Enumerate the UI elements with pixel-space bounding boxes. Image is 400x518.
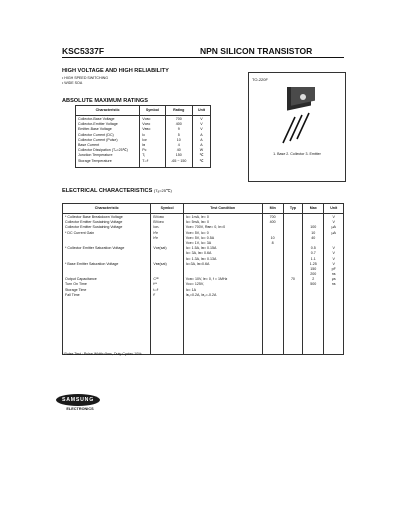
col-symbol: Symbol xyxy=(151,204,183,214)
col-unit: Unit xyxy=(192,106,210,116)
elec-title-condition: (Tₐ=25℃) xyxy=(153,188,172,193)
typ-cell: 70 xyxy=(283,214,302,355)
col-typ: Typ xyxy=(283,204,302,214)
symbol-cell: BVᴄʙᴏ BVᴄᴇᴏ Iᴄᴇₛ hᶠᴇ hᶠᴇ Vᴄᴇ(sat) Vʙᴇ(sat) Cᵒᵇ tᵒⁿ tₛₜᵍ tᶠ xyxy=(151,214,183,355)
part-number: KSC5337F xyxy=(62,46,105,56)
col-test-condition: Test Condition xyxy=(183,204,262,214)
col-max: Max xyxy=(303,204,324,214)
feature-item: • HIGH SPEED SWITCHING xyxy=(62,76,108,80)
unit-cell: V V V A A A W ℃ ℃ xyxy=(192,116,210,168)
elec-table xyxy=(62,203,344,355)
test-condition-cell: Iᴄ= 1mA, Iᴇ= 0 Iᴄ= 5mA, Iʙ= 0 Vᴄᴇ= 700V, Rʙᴇ= 0, Iᴇ=0 Vᴄᴇ= 5V, Iᴄ= 0 Vᴄᴇ= 5V, Iᴄ= 0.5A Vᴄᴇ= 1V, Iᴄ= 3A Iᴄ= 1.5A, Iʙ= 0.15A Iᴄ= 3A, Iʙ= 0.6A Iᴄ= 1.3A, Iʙ= 0.13A Iᴄ=3A, Iʙ=0.6A Vᴄʙ= 10V, Iᴇ= 0, f = 1MHz Vᴄᴄ= 125V, Iᴄ= 1A Iʙ₁=0.2A, Iʙ₂=-0.2A xyxy=(183,214,262,355)
transistor-package-drawing xyxy=(271,87,323,145)
logo-subtext: ELECTRONICS xyxy=(66,407,94,411)
samsung-logo xyxy=(56,394,100,411)
table-header-row xyxy=(76,106,211,116)
document-title: NPN SILICON TRANSISTOR xyxy=(200,46,313,56)
symbol-cell: Vᴄʙᴏ Vᴄᴇᴏ Vᴇʙᴏ Iᴄ Iᴄᴘ Iʙ Pᴄ Tⱼ Tₛₜᵍ xyxy=(140,116,165,168)
abs-max-table xyxy=(75,105,211,168)
logo-mark: SAMSUNG xyxy=(56,394,100,406)
package-label: TO-220F xyxy=(252,77,268,82)
table-header-row xyxy=(63,204,344,214)
feature-item: • WIDE SOA xyxy=(62,81,83,85)
col-characteristic: Characteristic xyxy=(76,106,140,116)
table-row xyxy=(76,116,211,168)
table-row xyxy=(63,214,344,355)
elec-title-text: ELECTRICAL CHARACTERISTICS xyxy=(62,188,153,194)
col-min: Min xyxy=(262,204,283,214)
characteristic-cell: * Collector Base Breakdown Voltage Collector Emitter Sustaining Voltage Collector Emitter Sustaining Voltage * DC Current Gain * Collector Emitter Saturation Voltage * Base Emitter Saturation Voltage Output Capacitance Turn On Time Storage Time Fall Time xyxy=(63,214,151,355)
abs-max-title: ABSOLUTE MAXIMUM RATINGS xyxy=(62,98,148,104)
unit-cell: V V μA μA V V V V pF ns μs ns xyxy=(324,214,344,355)
max-cell: 100 10 40 0.5 0.7 1.1 1.25 150 200 2 500 xyxy=(303,214,324,355)
col-rating: Rating xyxy=(165,106,192,116)
col-unit: Unit xyxy=(324,204,344,214)
package-figure xyxy=(248,72,346,182)
characteristic-cell: Collector-Base Voltage Collector-Emitter Voltage Emitter-Base Voltage Collector Current (DC) Collector Current (Pulse) Base Current Collector Dissipation (Tₐ=25℃) Junction Temperature Storage Temperature xyxy=(76,116,140,168)
col-symbol: Symbol xyxy=(140,106,165,116)
pin-caption: 1. Base 2. Collector 3. Emitter xyxy=(273,152,321,156)
features-title: HIGH VOLTAGE AND HIGH RELIABILITY xyxy=(62,68,169,74)
rating-cell: 700 400 9 5 10 4 40 150 -65 ~ 150 xyxy=(165,116,192,168)
min-cell: 700 400 10 8 xyxy=(262,214,283,355)
header-rule xyxy=(62,57,344,58)
col-characteristic: Characteristic xyxy=(63,204,151,214)
elec-title xyxy=(62,188,172,194)
footnote: * Pulse Test : Pulse Width=5ms, Duty Cycle≤ 10% xyxy=(62,352,142,356)
